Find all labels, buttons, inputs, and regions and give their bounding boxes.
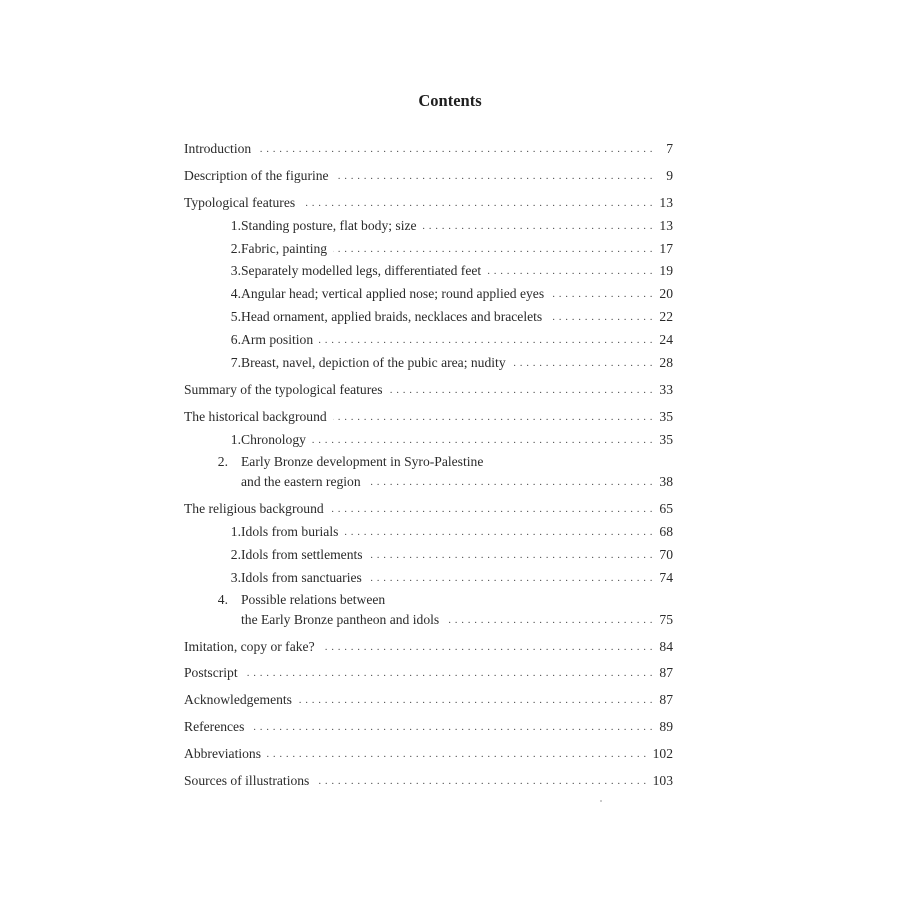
dot-leader [333,408,653,426]
dot-leader [250,718,653,736]
toc-entry-number [184,546,241,564]
dot-leader [368,569,653,587]
page-title: Contents [418,91,482,110]
dot-leader [333,240,653,258]
toc-subentry[interactable] [184,285,673,303]
toc-entry-label-line1: Early Bronze development in Syro-Palestine [241,454,484,469]
dot-leader [298,691,653,709]
toc-entry-page-number: 28 [659,355,673,370]
toc-entry-page-number: 17 [659,241,673,256]
toc-entry-number [184,431,241,449]
toc-entry[interactable] [184,691,673,709]
dot-leader [267,745,647,763]
toc-subentry[interactable] [184,331,673,349]
toc-entry-label: Idols from settlements [241,547,363,562]
toc-entry[interactable] [184,718,673,736]
toc-entry[interactable] [184,381,673,399]
toc-entry-label: Summary of the typological features [184,382,383,397]
toc-entry-number [184,331,241,349]
toc-entry[interactable] [184,140,673,158]
toc-entry-label-line1: Possible relations between [241,592,386,607]
dot-leader [423,217,653,235]
toc-entry-number-text: 6. [230,332,241,347]
toc-subentry[interactable] [184,523,673,541]
toc-entry-page-number: 7 [666,141,673,156]
toc-entry-number [184,217,241,235]
toc-entry-number-text: 3. [230,263,241,278]
toc-entry-page-number: 19 [659,263,673,278]
toc-subentry[interactable] [184,569,673,587]
dot-leader [367,473,653,491]
toc-entry-number [184,569,241,587]
toc-entry-label: Separately modelled legs, differentiated feet [241,263,482,278]
toc-entry-label: Angular head; vertical applied nose; round applied eyes [241,286,545,301]
toc-entry-number [184,354,241,372]
toc-entry-page-number: 102 [652,746,673,761]
toc-entry-page-number: 13 [659,195,673,210]
toc-subentry[interactable] [184,431,673,449]
dot-leader [344,523,653,541]
toc-entry-number-first-line [184,591,241,609]
toc-entry-page-number: 65 [659,501,673,516]
dot-leader [312,431,653,449]
dot-leader [244,664,653,682]
toc-entry[interactable] [184,772,673,790]
toc-entry[interactable] [184,194,673,212]
toc-entry-label: Introduction [184,141,252,156]
toc-entry-label: Fabric, painting [241,241,328,256]
toc-entry-page-number: 35 [659,409,673,424]
toc-entry-number-text: 4. [217,592,228,607]
dot-leader [321,638,653,656]
toc-entry-label: Description of the figurine [184,168,329,183]
toc-entry-number-text: 1. [230,432,241,447]
toc-entry[interactable] [184,745,673,763]
toc-entry[interactable] [184,167,673,185]
toc-entry-label: The religious background [184,501,324,516]
toc-entry-number [184,285,241,303]
toc-subentry[interactable] [184,217,673,235]
toc-entry[interactable] [184,408,673,426]
toc-entry-label: Imitation, copy or fake? [184,639,315,654]
toc-entry-page-number: 70 [659,547,673,562]
toc-entry-number-text: 5. [230,309,241,324]
toc-entry-number [184,240,241,258]
dot-leader [315,772,646,790]
toc-entry-number [184,262,241,280]
toc-entry-number [184,308,241,326]
dot-leader [319,331,653,349]
paper-speck [600,800,602,802]
toc-entry-number [184,523,241,541]
toc-entry[interactable] [184,638,673,656]
toc-entry-number-text: 1. [230,524,241,539]
toc-entry[interactable] [184,664,673,682]
toc-entry-page-number: 20 [659,286,673,301]
dot-leader [548,308,653,326]
toc-entry-label: Sources of illustrations [184,773,310,788]
toc-entry-page-number: 35 [659,432,673,447]
toc-entry-label: References [184,719,245,734]
toc-entry-number-text: 7. [230,355,241,370]
toc-entry-page-number: 84 [659,639,673,654]
dot-leader [487,262,653,280]
dot-leader [335,167,653,185]
toc-entry-page-number: 68 [659,524,673,539]
toc-entry-page-number: 87 [659,692,673,707]
toc-entry-label: The historical background [184,409,327,424]
dot-leader [512,354,653,372]
toc-entry-page-number: 24 [659,332,673,347]
toc-entry-page-number: 87 [659,665,673,680]
toc-entry-page-number: 38 [659,474,673,489]
toc-entry-label: Chronology [241,432,306,447]
toc-entry-label: Arm position [241,332,314,347]
toc-entry-page-number: 75 [659,612,673,627]
dot-leader [330,500,653,518]
toc-entry-label: Breast, navel, depiction of the pubic area; nudity [241,355,506,370]
toc-subentry[interactable] [184,611,673,629]
toc-entry-number-text: 2. [217,454,228,469]
toc-entry-label: Abbreviations [184,746,262,761]
toc-entry-page-number: 22 [659,309,673,324]
dot-leader [301,194,653,212]
toc-entry-label: the Early Bronze pantheon and idols [241,612,440,627]
dot-leader [445,611,653,629]
toc-subentry[interactable] [184,308,673,326]
toc-entry-page-number: 13 [659,218,673,233]
toc-entry-number-text: 2. [230,547,241,562]
dot-leader [257,140,653,158]
toc-entry-page-number: 103 [652,773,673,788]
toc-entry-label: Idols from sanctuaries [241,570,362,585]
toc-entry-label: Standing posture, flat body; size [241,218,417,233]
toc-entry-page-number: 89 [659,719,673,734]
toc-entry-number-text: 1. [230,218,241,233]
dot-leader [389,381,653,399]
dot-leader [550,285,653,303]
toc-subentry[interactable] [184,354,673,372]
toc-entry-label: Idols from burials [241,524,339,539]
toc-entry-label: Postscript [184,665,238,680]
toc-entry[interactable] [184,500,673,518]
toc-entry-label: Head ornament, applied braids, necklaces and bracelets [241,309,543,324]
toc-entry-label: Acknowledgements [184,692,292,707]
toc-entry-page-number: 33 [659,382,673,397]
toc-entry-number-text: 4. [230,286,241,301]
dot-leader [369,546,653,564]
toc-subentry[interactable] [184,240,673,258]
toc-subentry[interactable] [184,546,673,564]
toc-entry-page-number: 9 [666,168,673,183]
toc-entry-number-text: 2. [230,241,241,256]
toc-entry-label: Typological features [184,195,296,210]
toc-entry-page-number: 74 [659,570,673,585]
toc-entry-number-text: 3. [230,570,241,585]
toc-subentry[interactable] [184,473,673,491]
toc-entry-number-first-line [184,453,241,471]
toc-subentry[interactable] [184,262,673,280]
toc-entry-label: and the eastern region [241,474,361,489]
